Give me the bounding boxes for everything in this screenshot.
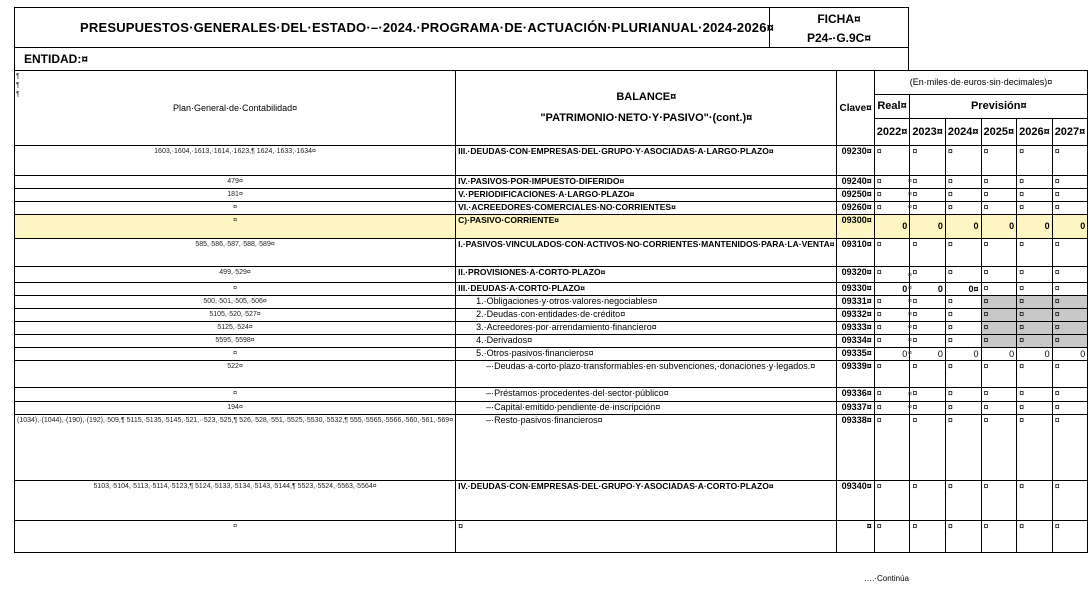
units-note: (En·miles·de·euros·sin·decimales)¤ <box>874 71 1088 95</box>
concept-cell: III.·DEUDAS·A·CORTO·PLAZO¤ <box>456 283 837 296</box>
balance-header <box>456 71 837 146</box>
edge-mark: ¤ <box>908 337 912 344</box>
value-cell[interactable]: ¤ <box>1052 176 1088 189</box>
value-cell[interactable]: ¤ <box>910 361 946 388</box>
value-cell[interactable]: ¤ <box>945 202 981 215</box>
value-cell[interactable]: ¤ <box>981 267 1017 283</box>
edge-mark: ¤ <box>908 324 912 331</box>
year-2024: 2024¤ <box>945 119 981 146</box>
year-2027: 2027¤ <box>1052 119 1088 146</box>
continua-label: ….·Continúa <box>864 574 909 583</box>
value-cell[interactable]: ¤ <box>874 202 910 215</box>
real-label: Real¤ <box>874 95 910 119</box>
plan-header <box>15 71 456 146</box>
edge-mark: ¤ <box>908 285 912 292</box>
value-cell[interactable]: ¤ <box>910 296 946 309</box>
plan-cell: 194¤ <box>15 402 456 415</box>
concept-cell: V.·PERIODIFICACIONES·A·LARGO·PLAZO¤ <box>456 189 837 202</box>
prevision-label: Previsión¤ <box>910 95 1088 119</box>
plan-cell: 585,·586,·587,·588,·589¤ <box>15 239 456 267</box>
value-cell[interactable]: ¤ <box>1017 239 1053 267</box>
edge-mark: ¤ <box>908 191 912 198</box>
value-cell[interactable]: ¤ <box>981 335 1017 348</box>
plan-cell: 500,·501,·505,·506¤ <box>15 296 456 309</box>
value-cell[interactable]: ¤ <box>1017 322 1053 335</box>
value-cell[interactable]: 0 <box>1052 348 1088 361</box>
concept-cell: I.·PASIVOS·VINCULADOS·CON·ACTIVOS·NO·CORRIENTES·MANTENIDOS·PARA·LA·VENTA¤ <box>456 239 837 267</box>
value-cell[interactable]: ¤ <box>1017 267 1053 283</box>
value-cell[interactable]: ¤ <box>945 296 981 309</box>
value-cell[interactable]: ¤ <box>981 283 1017 296</box>
table-row <box>15 322 1088 335</box>
value-cell[interactable]: ¤ <box>1017 361 1053 388</box>
clave-cell: 09240¤ <box>837 176 874 189</box>
value-cell[interactable]: ¤ <box>1052 296 1088 309</box>
value-cell[interactable]: ¤ <box>1052 361 1088 388</box>
value-cell[interactable]: ¤ <box>945 239 981 267</box>
value-cell[interactable]: ¤ <box>981 296 1017 309</box>
concept-cell: III.·DEUDAS·CON·EMPRESAS·DEL·GRUPO·Y·ASOCIADAS·A·LARGO·PLAZO¤ <box>456 146 837 176</box>
table-row <box>15 481 1088 521</box>
table-row <box>15 283 1088 296</box>
value-cell[interactable]: ¤ <box>1052 283 1088 296</box>
value-cell[interactable]: ¤ <box>874 361 910 388</box>
value-cell[interactable]: ¤ <box>874 481 910 521</box>
clave-cell: 09260¤ <box>837 202 874 215</box>
value-cell[interactable]: ¤ <box>1017 176 1053 189</box>
value-cell[interactable]: ¤ <box>1017 481 1053 521</box>
table-row <box>15 176 1088 189</box>
value-cell[interactable]: 0¤ <box>945 283 981 296</box>
edge-mark: ¤ <box>908 298 912 305</box>
clave-cell: ¤ <box>837 521 874 553</box>
value-cell[interactable]: ¤ <box>874 415 910 481</box>
concept-cell: IV.·DEUDAS·CON·EMPRESAS·DEL·GRUPO·Y·ASOCIADAS·A·CORTO·PLAZO¤ <box>456 481 837 521</box>
value-cell[interactable]: ¤ <box>1052 388 1088 402</box>
concept-cell: II.·PROVISIONES·A·CORTO·PLAZO¤ <box>456 267 837 283</box>
plan-cell: ¤ <box>15 521 456 553</box>
value-cell[interactable]: ¤ <box>1052 202 1088 215</box>
plan-cell: 181¤ <box>15 189 456 202</box>
value-cell[interactable]: ¤ <box>874 296 910 309</box>
value-cell[interactable]: ¤ <box>874 146 910 176</box>
value-cell[interactable]: ¤ <box>1017 283 1053 296</box>
year-2022: 2022¤ <box>874 119 910 146</box>
clave-cell: 09230¤ <box>837 146 874 176</box>
value-cell[interactable]: ¤ <box>945 309 981 322</box>
clave-cell: 09320¤ <box>837 267 874 283</box>
value-cell[interactable]: 0 <box>945 348 981 361</box>
edge-mark: ¤ <box>908 204 912 211</box>
value-cell[interactable]: ¤ <box>1052 402 1088 415</box>
value-cell[interactable]: ¤ <box>1052 521 1088 553</box>
table-row <box>15 521 1088 553</box>
concept-cell: 3.·Acreedores·por·arrendamiento·financiero¤ <box>456 322 837 335</box>
value-cell[interactable]: 0 <box>1017 215 1053 239</box>
plan-cell: 522¤ <box>15 361 456 388</box>
value-cell[interactable]: 0 <box>945 215 981 239</box>
edge-mark: ¤ <box>908 404 912 411</box>
concept-cell: –·Resto·pasivos·financieros¤ <box>456 415 837 481</box>
value-cell[interactable]: ¤ <box>910 202 946 215</box>
value-cell[interactable]: ¤ <box>874 521 910 553</box>
entidad-box <box>14 47 909 71</box>
value-cell[interactable]: ¤ <box>910 388 946 402</box>
plan-cell: ¤ <box>15 202 456 215</box>
value-cell[interactable]: ¤ <box>981 322 1017 335</box>
plan-general-label: Plan·General·de·Contabilidad¤ <box>173 102 298 113</box>
clave-cell: 09334¤ <box>837 335 874 348</box>
value-cell[interactable]: ¤ <box>945 521 981 553</box>
value-cell[interactable]: ¤ <box>945 388 981 402</box>
plan-cell: 479¤ <box>15 176 456 189</box>
value-cell[interactable]: ¤ <box>945 335 981 348</box>
value-cell[interactable]: ¤ <box>910 239 946 267</box>
value-cell[interactable]: ¤ <box>1017 189 1053 202</box>
concept-cell: IV.·PASIVOS·POR·IMPUESTO·DIFERIDO¤ <box>456 176 837 189</box>
value-cell[interactable]: ¤ <box>1052 267 1088 283</box>
table-row <box>15 296 1088 309</box>
value-cell[interactable]: ¤ <box>874 388 910 402</box>
concept-cell: –·Préstamos·procedentes·del·sector·público¤ <box>456 388 837 402</box>
value-cell[interactable]: 0 <box>910 215 946 239</box>
balance-table <box>14 70 1088 553</box>
entidad-label: ENTIDAD:¤ <box>24 52 89 66</box>
table-row <box>15 189 1088 202</box>
plan-cell: ¤ <box>15 348 456 361</box>
table-row <box>15 202 1088 215</box>
value-cell[interactable]: ¤ <box>910 402 946 415</box>
value-cell[interactable]: 0 <box>910 348 946 361</box>
value-cell[interactable]: 0 <box>981 215 1017 239</box>
value-cell[interactable]: ¤ <box>910 521 946 553</box>
value-cell[interactable]: 0 <box>910 283 946 296</box>
edge-mark: ¤ <box>908 178 912 185</box>
value-cell[interactable]: ¤ <box>981 239 1017 267</box>
value-cell[interactable]: ¤ <box>1052 239 1088 267</box>
value-cell[interactable]: ¤ <box>1017 202 1053 215</box>
value-cell[interactable]: ¤ <box>1017 309 1053 322</box>
value-cell[interactable]: ¤ <box>945 176 981 189</box>
plan-cell: ¤ <box>15 388 456 402</box>
table-row <box>15 146 1088 176</box>
balance-label: BALANCE¤ <box>616 91 677 103</box>
balance-sub: "PATRIMONIO·NETO·Y·PASIVO"·(cont.)¤ <box>540 112 753 124</box>
value-cell[interactable]: ¤ <box>981 146 1017 176</box>
plan-cell: 5105,·520,·527¤ <box>15 309 456 322</box>
value-cell[interactable]: ¤ <box>874 402 910 415</box>
clave-cell: 09310¤ <box>837 239 874 267</box>
concept-cell: –·Capital·emitido·pendiente·de·inscripción¤ <box>456 402 837 415</box>
value-cell[interactable]: ¤ <box>910 146 946 176</box>
ficha-code: P24-·G.9C¤ <box>806 31 872 45</box>
plan-cell: 499,·529¤ <box>15 267 456 283</box>
clave-cell: 09336¤ <box>837 388 874 402</box>
value-cell[interactable]: 0 <box>874 283 910 296</box>
value-cell[interactable]: ¤ <box>945 189 981 202</box>
value-cell[interactable]: ¤ <box>910 335 946 348</box>
value-cell[interactable]: 0 <box>874 215 910 239</box>
value-cell[interactable]: ¤ <box>910 415 946 481</box>
table-row <box>15 388 1088 402</box>
table-row <box>15 239 1088 267</box>
clave-cell: 09250¤ <box>837 189 874 202</box>
plan-cell: 1603,·1604,·1613,·1614,·1623,¶ 1624,·1633,·1634¤ <box>15 146 456 176</box>
concept-cell: 4.·Derivados¤ <box>456 335 837 348</box>
value-cell[interactable]: ¤ <box>910 481 946 521</box>
value-cell[interactable]: ¤ <box>874 239 910 267</box>
value-cell[interactable]: ¤ <box>945 322 981 335</box>
value-cell[interactable]: ¤ <box>981 309 1017 322</box>
year-2026: 2026¤ <box>1017 119 1053 146</box>
value-cell[interactable]: ¤ <box>981 521 1017 553</box>
concept-cell: 1.·Obligaciones·y·otros·valores·negociables¤ <box>456 296 837 309</box>
plan-cell: 5103,·5104,·5113,·5114,·5123,¶ 5124,·5133,·5134,·5143,·5144,¶ 5523,·5524,·5563,·5564¤ <box>15 481 456 521</box>
value-cell[interactable]: ¤ <box>1052 322 1088 335</box>
value-cell[interactable]: ¤ <box>874 267 910 283</box>
clave-cell: 09337¤ <box>837 402 874 415</box>
value-cell[interactable]: ¤ <box>1052 309 1088 322</box>
value-cell[interactable]: ¤ <box>981 481 1017 521</box>
value-cell[interactable]: ¤ <box>981 189 1017 202</box>
clave-cell: 09339¤ <box>837 361 874 388</box>
year-2023: 2023¤ <box>910 119 946 146</box>
clave-header: Clave¤ <box>837 71 874 146</box>
clave-cell: 09331¤ <box>837 296 874 309</box>
year-2025: 2025¤ <box>981 119 1017 146</box>
edge-mark: ¤ <box>908 272 912 279</box>
value-cell[interactable]: ¤ <box>1052 146 1088 176</box>
clave-cell: 09332¤ <box>837 309 874 322</box>
table-row <box>15 348 1088 361</box>
clave-cell: 09340¤ <box>837 481 874 521</box>
table-row <box>15 361 1088 388</box>
value-cell[interactable]: ¤ <box>945 267 981 283</box>
table-row <box>15 402 1088 415</box>
value-cell[interactable]: 0 <box>1017 348 1053 361</box>
concept-cell: ¤ <box>456 521 837 553</box>
value-cell[interactable]: ¤ <box>981 176 1017 189</box>
concept-cell: 2.·Deudas·con·entidades·de·crédito¤ <box>456 309 837 322</box>
table-row <box>15 267 1088 283</box>
value-cell[interactable]: ¤ <box>874 309 910 322</box>
value-cell[interactable]: ¤ <box>945 361 981 388</box>
value-cell[interactable]: ¤ <box>1017 415 1053 481</box>
value-cell[interactable]: ¤ <box>1017 402 1053 415</box>
clave-cell: 09338¤ <box>837 415 874 481</box>
value-cell[interactable]: ¤ <box>1017 388 1053 402</box>
value-cell[interactable]: ¤ <box>1017 146 1053 176</box>
value-cell[interactable]: ¤ <box>1052 189 1088 202</box>
value-cell[interactable]: ¤ <box>910 176 946 189</box>
clave-cell: 09300¤ <box>837 215 874 239</box>
value-cell[interactable]: ¤ <box>981 388 1017 402</box>
value-cell[interactable]: ¤ <box>910 189 946 202</box>
value-cell[interactable]: ¤ <box>945 481 981 521</box>
value-cell[interactable]: ¤ <box>1052 415 1088 481</box>
ficha-label: FICHA¤ <box>817 12 861 26</box>
table-row <box>15 309 1088 322</box>
value-cell[interactable]: ¤ <box>945 415 981 481</box>
plan-cell: ¤ <box>15 283 456 296</box>
value-cell[interactable]: ¤ <box>945 402 981 415</box>
clave-cell: 09335¤ <box>837 348 874 361</box>
clave-cell: 09333¤ <box>837 322 874 335</box>
plan-cell: 5595,·5598¤ <box>15 335 456 348</box>
value-cell[interactable]: ¤ <box>1017 521 1053 553</box>
table-row <box>15 335 1088 348</box>
pilcrow-marks: ¶ ¶ ¶ <box>16 73 20 98</box>
value-cell[interactable]: ¤ <box>1052 481 1088 521</box>
value-cell[interactable]: ¤ <box>910 309 946 322</box>
edge-mark: ¤ <box>908 311 912 318</box>
edge-mark: ¤ <box>908 350 912 357</box>
clave-cell: 09330¤ <box>837 283 874 296</box>
value-cell[interactable]: ¤ <box>981 415 1017 481</box>
table-row <box>15 215 1088 239</box>
concept-cell: –·Deudas·a·corto·plazo·transformables·en·subvenciones,·donaciones·y·legados.¤ <box>456 361 837 388</box>
concept-cell: C)·PASIVO·CORRIENTE¤ <box>456 215 837 239</box>
value-cell[interactable]: ¤ <box>945 146 981 176</box>
value-cell[interactable]: ¤ <box>910 267 946 283</box>
value-cell[interactable]: 0 <box>1052 215 1088 239</box>
value-cell[interactable]: ¤ <box>1017 335 1053 348</box>
value-cell[interactable]: 0 <box>874 348 910 361</box>
concept-cell: VI.·ACREEDORES·COMERCIALES·NO·CORRIENTES¤ <box>456 202 837 215</box>
value-cell[interactable]: ¤ <box>874 189 910 202</box>
plan-cell: ¤ <box>15 215 456 239</box>
value-cell[interactable]: ¤ <box>1052 335 1088 348</box>
concept-cell: 5.·Otros·pasivos·financieros¤ <box>456 348 837 361</box>
table-row <box>15 415 1088 481</box>
value-cell[interactable]: ¤ <box>874 176 910 189</box>
plan-cell: (1034),·(1044),·(190),·(192),·509,¶ 5115,·5135,·5145,·521,··523,·525,¶ 526,·528,·551,·5525,·5530,·5532,¶ 555,·5565,·5566,·560,·561,·569¤ <box>15 415 456 481</box>
value-cell[interactable]: ¤ <box>874 335 910 348</box>
value-cell[interactable]: ¤ <box>981 361 1017 388</box>
value-cell[interactable]: ¤ <box>981 402 1017 415</box>
value-cell[interactable]: ¤ <box>910 322 946 335</box>
plan-cell: 5125,·524¤ <box>15 322 456 335</box>
value-cell[interactable]: ¤ <box>874 322 910 335</box>
value-cell[interactable]: ¤ <box>1017 296 1053 309</box>
page-title: PRESUPUESTOS·GENERALES·DEL·ESTADO·–·2024.·PROGRAMA·DE·ACTUACIÓN·PLURIANUAL·2024-2026¤ <box>80 20 775 35</box>
value-cell[interactable]: 0 <box>981 348 1017 361</box>
value-cell[interactable]: ¤ <box>981 202 1017 215</box>
edge-mark: ¤ <box>908 391 912 398</box>
